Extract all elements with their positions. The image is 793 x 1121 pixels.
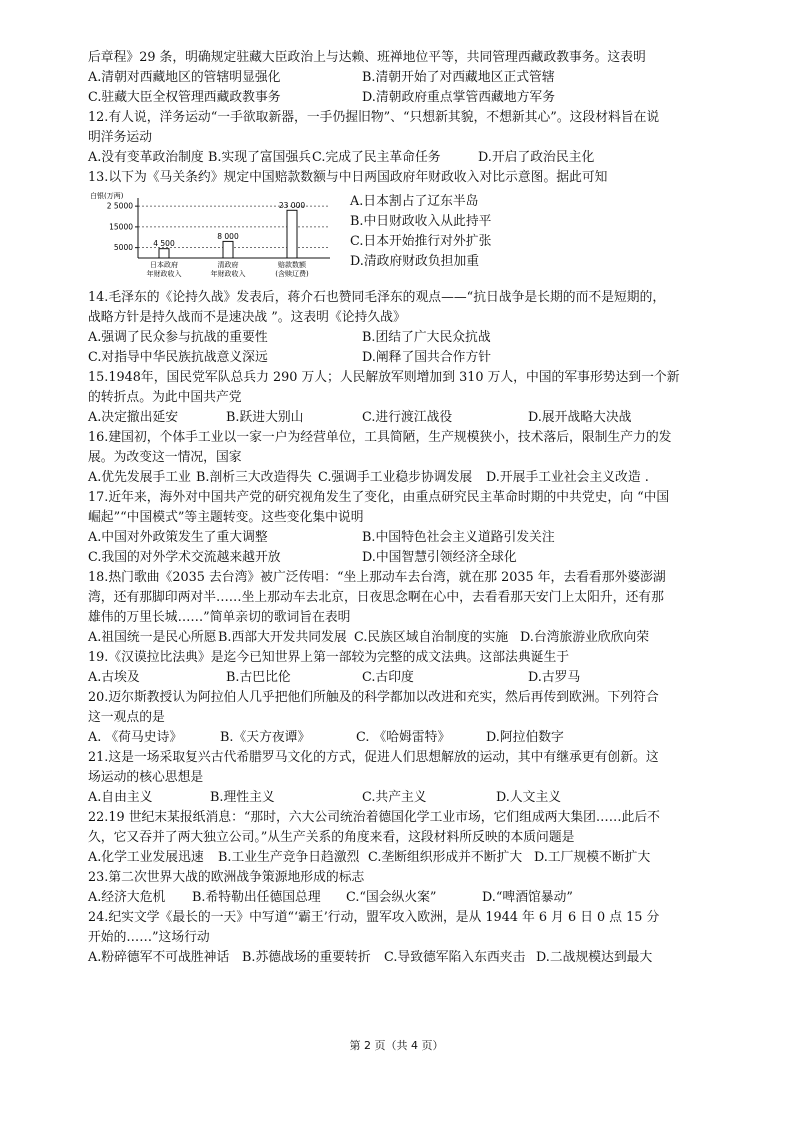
category-label: 日本政府 — [150, 261, 178, 269]
option-c[interactable]: C.日本开始推行对外扩张 — [350, 234, 492, 249]
bar — [159, 249, 169, 258]
option-c[interactable]: C. 《哈姆雷特》 — [356, 730, 451, 745]
option-c[interactable]: C.垄断组织形成并不断扩大 — [368, 850, 523, 865]
question-12-stem-cont: 明洋务运动 — [88, 130, 152, 145]
question-21-options — [88, 788, 728, 808]
option-c[interactable]: C.民族区域自治制度的实施 — [354, 630, 509, 645]
option-d[interactable]: D.“啤酒馆暴动” — [482, 890, 573, 905]
question-13-stem: 13.以下为《马关条约》规定中国赔款数额与中日两国政府年财政收入对比示意图。据此可知 — [88, 170, 608, 185]
option-b[interactable]: B.实现了富国强兵 — [208, 150, 312, 165]
option-c[interactable]: C.导致德军陷入东西夹击 — [384, 950, 526, 965]
bar-value-label: 8 000 — [217, 231, 239, 241]
question-14-stem-cont: 战略方针是持久战而不是速决战 ”。这表明《论持久战》 — [88, 310, 406, 325]
question-12-stem: 12.有人说，洋务运动“一手欲取新器，一手仍握旧物”、“只想新其貌，不想新其心”。这段材料旨在说 — [88, 110, 660, 125]
question-20-stem-cont: 这一观点的是 — [88, 710, 165, 725]
category-label: 年财政收入 — [146, 270, 182, 278]
page-footer: 第 2 页（共 4 页） — [349, 1039, 444, 1052]
option-c[interactable]: C.强调手工业稳步协调发展 — [318, 470, 473, 485]
question-15-stem: 15.1948年，国民党军队总兵力 290 万人；人民解放军则增加到 310 万人，中国的军事形势达到一个新 — [88, 370, 680, 385]
question-15-stem-cont: 的转折点。为此中国共产党 — [88, 390, 242, 405]
option-a[interactable]: A.没有变革政治制度 — [88, 150, 204, 165]
option-b[interactable]: B.中国特色社会主义道路引发关注 — [362, 530, 555, 545]
option-d[interactable]: D.古罗马 — [528, 670, 581, 685]
option-a[interactable]: A.经济大危机 — [88, 890, 166, 905]
option-d[interactable]: D.清政府财政负担加重 — [350, 254, 480, 269]
category-label: 清政府 — [217, 261, 239, 269]
question-21-stem-cont: 场运动的核心思想是 — [88, 770, 204, 785]
question-21-stem: 21.这是一场采取复兴古代希腊罗马文化的方式，促进人们思想解放的运动，其中有继承更有创新。这 — [88, 750, 659, 765]
question-16-options — [88, 468, 728, 488]
option-a[interactable]: A.化学工业发展迅速 — [88, 850, 204, 865]
question-14-stem: 14.毛泽东的《论持久战》发表后，蒋介石也赞同毛泽东的观点——“抗日战争是长期的而不是短期的， — [88, 290, 666, 305]
option-c[interactable]: C.驻藏大臣全权管理西藏政教事务 — [88, 90, 281, 105]
option-d[interactable]: D.工厂规模不断扩大 — [534, 850, 651, 865]
option-b[interactable]: B.工业生产竞争日趋激烈 — [218, 850, 360, 865]
option-b[interactable]: B.跃进大别山 — [226, 410, 304, 425]
y-tick-label: 15000 — [109, 222, 133, 232]
option-d[interactable]: D.二战规模达到最大 — [536, 950, 653, 965]
option-d[interactable]: D.台湾旅游业欣欣向荣 — [520, 630, 650, 645]
option-b[interactable]: B.中日财政收入从此持平 — [350, 214, 492, 229]
option-a[interactable]: A.祖国统一是民心所愿 — [88, 630, 217, 645]
option-b[interactable]: B.苏德战场的重要转折 — [242, 950, 371, 965]
option-c[interactable]: C.“国会纵火案” — [346, 890, 437, 905]
question-24-options — [88, 948, 728, 968]
option-d[interactable]: D.阐释了国共合作方针 — [362, 350, 492, 365]
question-20-options — [88, 728, 728, 748]
question-14-options-row1 — [88, 328, 728, 348]
option-c[interactable]: C.共产主义 — [362, 790, 427, 805]
question-12-options — [88, 148, 728, 168]
option-a[interactable]: A.强调了民众参与抗战的重要性 — [88, 330, 268, 345]
question-17-stem: 17.近年来，海外对中国共产党的研究视角发生了变化，由重点研究民主革命时期的中共党史，向 “中国 — [88, 490, 670, 505]
question-18-stem: 18.热门歌曲《2035 去台湾》被广泛传唱：“坐上那动车去台湾，就在那 2035 年，去看看那外婆澎湖 — [88, 570, 666, 585]
question-16-stem: 16.建国初，个体手工业以一家一户为经营单位，工具简陋，生产规模狭小，技术落后，限制生产力的发 — [88, 430, 672, 445]
indemnity-bar-chart — [88, 190, 342, 286]
option-a[interactable]: A.优先发展手工业 — [88, 470, 191, 485]
option-b[interactable]: B.清朝开始了对西藏地区正式管辖 — [362, 70, 555, 85]
bar — [223, 241, 233, 258]
option-a[interactable]: A.中国对外政策发生了重大调整 — [88, 530, 268, 545]
option-c[interactable]: C.古印度 — [362, 670, 414, 685]
option-d[interactable]: D.阿拉伯数字 — [486, 730, 564, 745]
question-11-options-row1 — [88, 68, 728, 88]
question-23-stem: 23.第二次世界大战的欧洲战争策源地形成的标志 — [88, 870, 365, 885]
y-tick-label: 2 5000 — [106, 201, 133, 211]
question-14-options-row2 — [88, 348, 728, 368]
option-a[interactable]: A.粉碎德军不可战胜神话 — [88, 950, 230, 965]
category-label: 赔款数额 — [278, 261, 306, 269]
bar — [287, 210, 297, 258]
question-20-stem: 20.迈尔斯教授认为阿拉伯人几乎把他们所触及的科学都加以改进和充实，然后再传到欧洲。下列符合 — [88, 690, 659, 705]
bar-value-label: 23 000 — [278, 200, 306, 210]
question-16-stem-cont: 展。为改变这一情况，国家 — [88, 450, 242, 465]
option-b[interactable]: B.团结了广大民众抗战 — [362, 330, 491, 345]
option-d[interactable]: D.清朝政府重点掌管西藏地方军务 — [362, 90, 556, 105]
option-a[interactable]: A.清朝对西藏地区的管辖明显强化 — [88, 70, 281, 85]
question-24-stem: 24.纪实文学《最长的一天》中写道“‘霸王’行动，盟军攻入欧洲，是从 1944 年 6 月 6 日 0 点 15 分 — [88, 910, 660, 925]
option-c[interactable]: C.进行渡江战役 — [362, 410, 453, 425]
option-b[interactable]: B.《天方夜谭》 — [220, 730, 311, 745]
question-22-options — [88, 848, 728, 868]
question-22-stem: 22.19 世纪末某报纸消息：“那时，六大公司统治着德国化学工业市场，它们组成两大集团……此后不 — [88, 810, 660, 825]
option-c[interactable]: C.我国的对外学术交流越来越开放 — [88, 550, 281, 565]
option-d[interactable]: D.开展手工业社会主义改造 . — [486, 470, 649, 485]
question-18-stem-cont: 湾，还有那脚印两对半……坐上那动车去北京，日夜思念啊在心中，去看看那天安门上太阳升，还有那 — [88, 590, 664, 605]
option-c[interactable]: C.完成了民主革命任务 — [312, 150, 441, 165]
question-11-continued: 后章程》29 条，明确规定驻藏大臣政治上与达赖、班禅地位平等，共同管理西藏政教事务。这表明 — [88, 50, 646, 65]
question-22-stem-cont: 久，它又吞并了两大独立公司。”从生产关系的角度来看，这段材料所反映的本质问题是 — [88, 830, 575, 845]
option-b[interactable]: B.剖析三大改造得失 — [196, 470, 312, 485]
question-17-options-row1 — [88, 528, 728, 548]
option-d[interactable]: D.中国智慧引领经济全球化 — [362, 550, 517, 565]
question-18-stem-cont2: 雄伟的万里长城……”简单亲切的歌词旨在表明 — [88, 610, 351, 625]
y-tick-label: 5000 — [113, 243, 133, 253]
option-c[interactable]: C.对指导中华民族抗战意义深远 — [88, 350, 268, 365]
option-b[interactable]: B.西部大开发共同发展 — [218, 630, 347, 645]
question-11-options-row2 — [88, 88, 728, 108]
category-label: 年财政收入 — [210, 270, 246, 278]
question-19-stem: 19.《汉谟拉比法典》是迄今已知世界上第一部较为完整的成文法典。这部法典诞生于 — [88, 650, 570, 665]
option-a[interactable]: A.古埃及 — [88, 670, 140, 685]
question-17-stem-cont: 崛起”“中国模式”等主题转变。这些变化集中说明 — [88, 510, 364, 525]
option-b[interactable]: B.理性主义 — [210, 790, 275, 805]
question-19-options — [88, 668, 728, 688]
option-a[interactable]: A.日本割占了辽东半岛 — [350, 194, 479, 209]
question-18-options — [88, 628, 728, 648]
option-a[interactable]: A.自由主义 — [88, 790, 153, 805]
option-b[interactable]: B.古巴比伦 — [226, 670, 291, 685]
category-label: (含赎辽费) — [275, 270, 309, 278]
question-15-options — [88, 408, 728, 428]
option-d[interactable]: D.人文主义 — [496, 790, 562, 805]
question-13-options — [342, 190, 491, 286]
question-24-stem-cont: 开始的……”这场行动 — [88, 930, 210, 945]
question-23-options — [88, 888, 728, 908]
option-d[interactable]: D.开启了政治民主化 — [478, 150, 595, 165]
option-a[interactable]: A.决定撤出延安 — [88, 410, 179, 425]
y-axis-label: 白银(万两) — [90, 192, 124, 200]
option-d[interactable]: D.展开战略大决战 — [528, 410, 632, 425]
exam-page — [88, 48, 728, 968]
bar-value-label: 4 500 — [153, 239, 175, 249]
question-17-options-row2 — [88, 548, 728, 568]
question-13-block — [88, 190, 728, 286]
option-a[interactable]: A. 《荷马史诗》 — [88, 730, 183, 745]
option-b[interactable]: B.希特勒出任德国总理 — [192, 890, 321, 905]
